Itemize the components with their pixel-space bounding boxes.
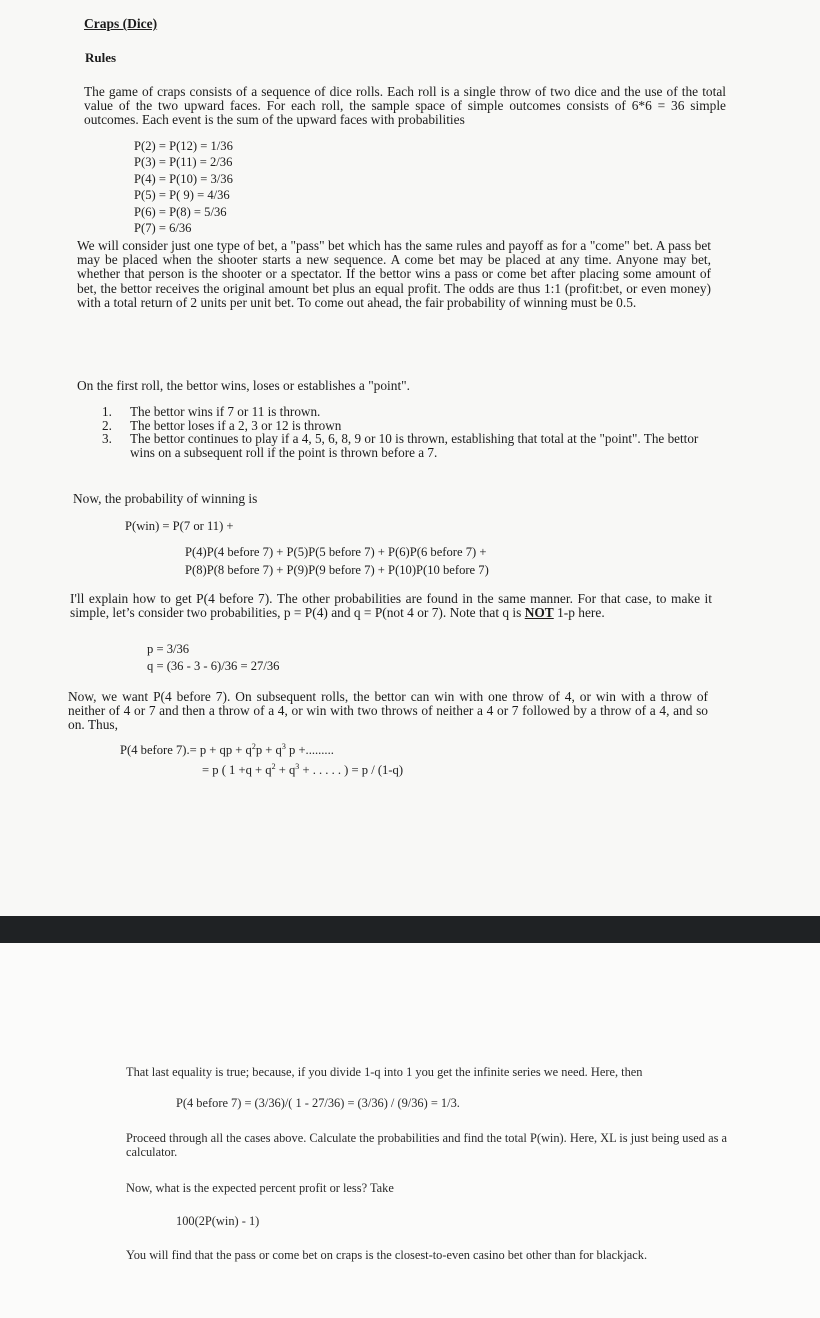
page-title: Craps (Dice) [84,16,158,31]
p4-result-equation: P(4 before 7) = (3/36)/( 1 - 27/36) = (3/36) / (9/36) = 1/3. [176,1096,460,1110]
exponent: 2 [271,761,276,771]
series-part: + . . . . . ) = p / (1-q) [299,763,404,777]
probability-line: P(4) = P(10) = 3/36 [134,172,233,186]
exponent: 2 [251,741,256,751]
intro-paragraph: The game of craps consists of a sequence of dice rolls. Each roll is a single throw of two dice and the use of the total value of the two upward faces. For each roll, the sample space of simple outcomes consists of 6*6 = 36 simple outcomes. Each event is the sum of the upward faces with probabilities [84,84,726,128]
series-lhs: P(4 before 7).= p + qp + q [120,743,252,757]
rules-list [102,405,717,459]
list-number: 2. [102,417,112,433]
exponent: 3 [295,761,300,771]
explain-text: I'll explain how to get P(4 before 7). The other probabilities are found in the same manner. For that case, to make it simple, let’s consider two probabilities, p = P(4) and q = P(not 4 or 7). Note that q is [70,591,712,621]
series-mid: p + q [255,743,282,757]
probability-line: P(7) = 6/36 [134,221,192,235]
not-emphasis: NOT [524,605,554,621]
pass-bet-paragraph: We will consider just one type of bet, a "pass" bet which has the same rules and payoff as for a "come" bet. A pass bet may be placed when the shooter starts a new sequence. A come bet may be placed at any time. Anyone may bet, whether that person is the shooter or a spectator. If the bettor wins a pass or come bet after placing some amount of bet, the bettor receives the original amount bet plus an equal profit. The odds are thus 1:1 (profit:bet, or even money) with a total return of 2 units per unit bet. To come out ahead, the fair probability of winning must be 0.5. [77,238,711,310]
closing-text: You will find that the pass or come bet on craps is the closest-to-even casino bet other than for blackjack. [126,1248,648,1262]
series-part: = p ( 1 +q + q [202,763,272,777]
probability-line: P(6) = P(8) = 5/36 [134,205,227,219]
list-item [102,405,717,419]
rules-heading: Rules [85,50,117,65]
list-text: The bettor wins if 7 or 11 is thrown. [130,404,321,419]
explain-paragraph [70,592,712,620]
list-text: The bettor loses if a 2, 3 or 12 is thrown [130,417,342,433]
pwin-equation: P(win) = P(7 or 11) + [125,519,234,533]
series-part: + q [275,763,296,777]
list-number: 1. [102,404,112,419]
series-tail: p +......... [285,743,334,757]
list-number: 3. [102,431,112,447]
expected-profit-text: Now, what is the expected percent profit or less? Take [126,1181,394,1195]
now-probability-text: Now, the probability of winning is [73,491,258,506]
last-equality-text: That last equality is true; because, if you divide 1-q into 1 you get the infinite series we need. Here, then [126,1065,643,1079]
pwin-equation: P(4)P(4 before 7) + P(5)P(5 before 7) + P(6)P(6 before 7) + [185,545,487,559]
first-roll-text: On the first roll, the bettor wins, loses or establishes a "point". [77,378,411,393]
series-equation-1 [120,741,334,757]
list-item [102,419,717,433]
subsequent-paragraph: Now, we want P(4 before 7). On subsequent rolls, the bettor can win with one throw of 4, or win with a throw of neither of 4 or 7 and then a throw of a 4, or win with two throws of neither a 4 or 7 followed by a throw of a 4, and so on. Thus, [68,689,708,733]
q-definition: q = (36 - 3 - 6)/36 = 27/36 [147,659,280,673]
list-item [102,432,717,459]
list-text: The bettor continues to play if a 4, 5, 6, 8, 9 or 10 is thrown, establishing that total at the "point". The bettor wins on a subsequent roll if the point is thrown before a 7. [130,431,699,460]
probability-line: P(5) = P( 9) = 4/36 [134,188,230,202]
explain-text-end: 1-p here. [553,605,605,621]
probability-line: P(2) = P(12) = 1/36 [134,139,233,153]
exponent: 3 [281,741,286,751]
p-definition: p = 3/36 [147,642,190,656]
page-divider [0,916,820,943]
proceed-paragraph: Proceed through all the cases above. Calculate the probabilities and find the total P(win). Here, XL is just being used as a calculator. [126,1131,728,1159]
profit-formula: 100(2P(win) - 1) [176,1214,260,1228]
series-equation-2 [202,761,404,777]
probability-line: P(3) = P(11) = 2/36 [134,155,233,169]
pwin-equation: P(8)P(8 before 7) + P(9)P(9 before 7) + P(10)P(10 before 7) [185,563,489,577]
